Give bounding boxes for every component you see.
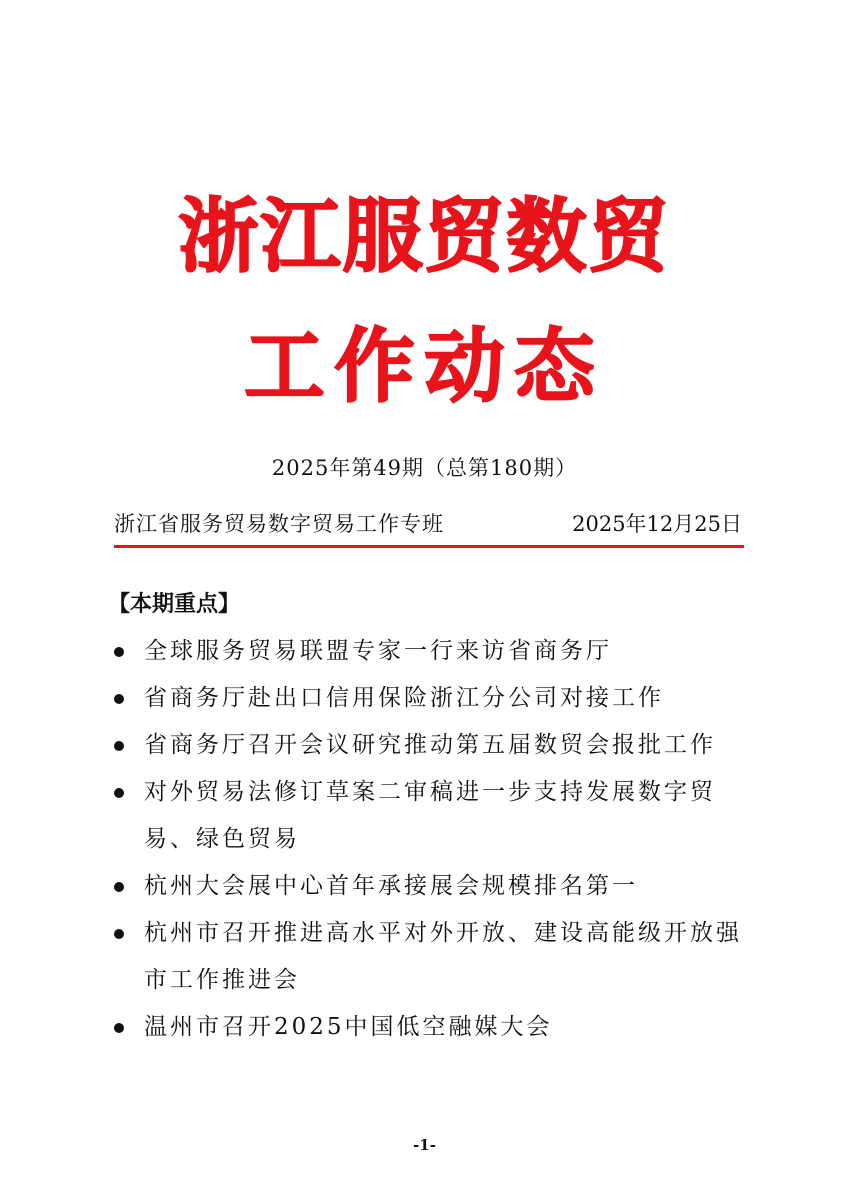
list-item-text: 杭州大会展中心首年承接展会规模排名第一 — [144, 873, 638, 899]
issue-number: 2025年第49期（总第180期） — [271, 456, 578, 480]
bullet-icon — [114, 741, 124, 751]
list-item — [112, 1004, 752, 1051]
bullet-icon — [114, 929, 124, 939]
list-item-text: 温州市召开2025中国低空融媒大会 — [144, 1014, 553, 1040]
issuer: 浙江省服务贸易数字贸易工作专班 — [114, 512, 444, 536]
list-item-text: 省商务厅赴出口信用保险浙江分公司对接工作 — [144, 685, 664, 711]
red-divider — [114, 545, 744, 548]
bullet-icon — [114, 882, 124, 892]
bulletin-subtitle: 工作动态 — [244, 319, 605, 413]
highlights-list — [112, 628, 752, 1051]
list-item — [112, 675, 752, 722]
page-number: -1- — [413, 1136, 436, 1154]
bulletin-title: 浙江服贸数贸 — [178, 189, 671, 283]
bullet-icon — [114, 647, 124, 657]
issue-date: 2025年12月25日 — [572, 512, 742, 536]
list-item — [112, 722, 752, 769]
list-item — [112, 769, 752, 863]
list-item-text: 对外贸易法修订草案二审稿进一步支持发展数字贸易、绿色贸易 — [144, 779, 716, 852]
bullet-icon — [114, 1023, 124, 1033]
list-item-text: 省商务厅召开会议研究推动第五届数贸会报批工作 — [144, 732, 716, 758]
list-item — [112, 863, 752, 910]
bullet-icon — [114, 694, 124, 704]
list-item — [112, 628, 752, 675]
highlights-heading: 【本期重点】 — [108, 592, 241, 617]
list-item-text: 全球服务贸易联盟专家一行来访省商务厅 — [144, 638, 612, 664]
bullet-icon — [114, 788, 124, 798]
list-item — [112, 910, 752, 1004]
list-item-text: 杭州市召开推进高水平对外开放、建设高能级开放强市工作推进会 — [144, 920, 742, 993]
